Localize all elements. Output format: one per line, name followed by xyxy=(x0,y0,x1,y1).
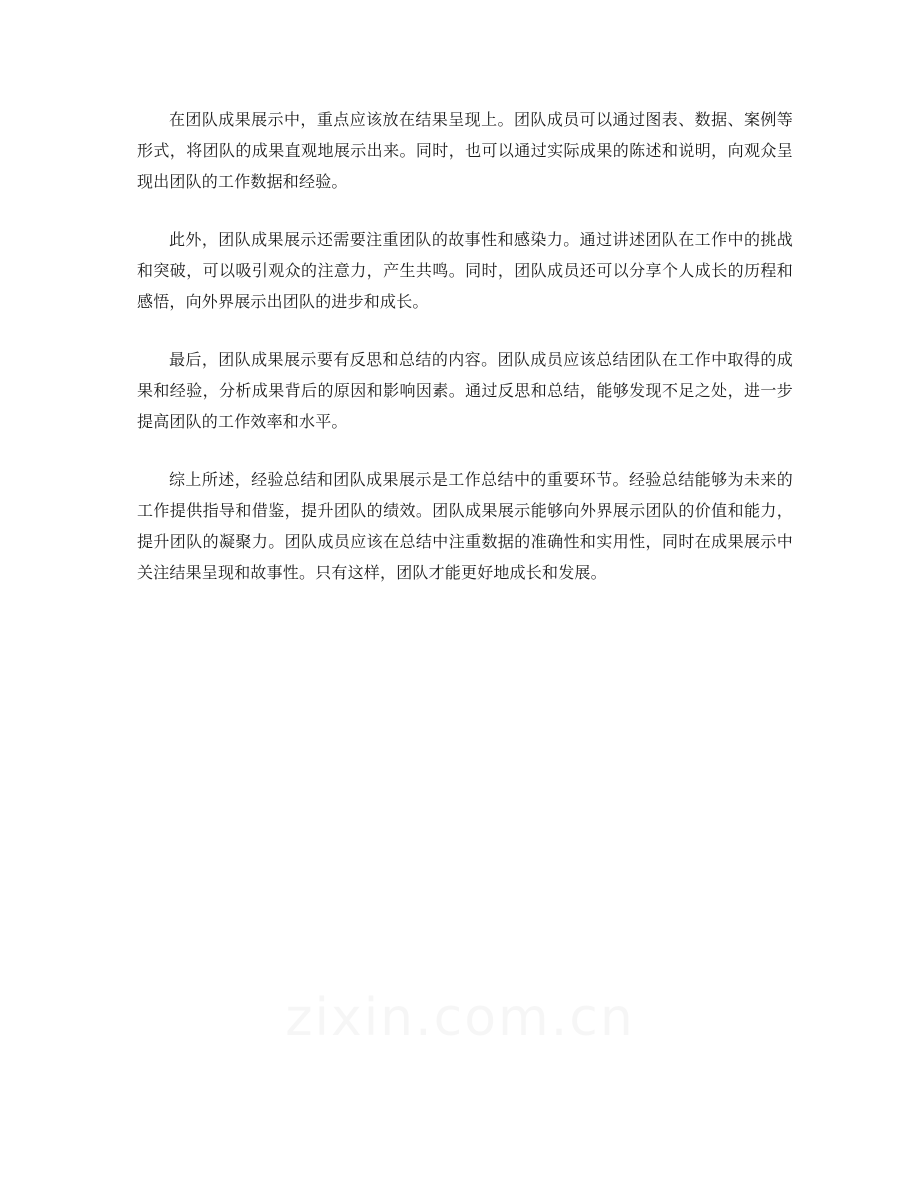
document-body xyxy=(137,104,793,615)
paragraph-results-presentation: 在团队成果展示中，重点应该放在结果呈现上。团队成员可以通过图表、数据、案例等形式，将团队的成果直观地展示出来。同时，也可以通过实际成果的陈述和说明，向观众呈现出团队的工作数据和经验。 xyxy=(137,110,793,191)
paragraph-reflection: 最后，团队成果展示要有反思和总结的内容。团队成员应该总结团队在工作中取得的成果和经验，分析成果背后的原因和影响因素。通过反思和总结，能够发现不足之处，进一步提高团队的工作效率和水平。 xyxy=(137,350,793,431)
paragraph-storytelling: 此外，团队成果展示还需要注重团队的故事性和感染力。通过讲述团队在工作中的挑战和突破，可以吸引观众的注意力，产生共鸣。同时，团队成员还可以分享个人成长的历程和感悟，向外界展示出团队的进步和成长。 xyxy=(137,230,793,311)
paragraph-conclusion: 综上所述，经验总结和团队成果展示是工作总结中的重要环节。经验总结能够为未来的工作提供指导和借鉴，提升团队的绩效。团队成果展示能够向外界展示团队的价值和能力，提升团队的凝聚力。团队成员应该在总结中注重数据的准确性和实用性，同时在成果展示中关注结果呈现和故事性。只有这样，团队才能更好地成长和发展。 xyxy=(137,470,793,582)
watermark xyxy=(0,988,920,1048)
